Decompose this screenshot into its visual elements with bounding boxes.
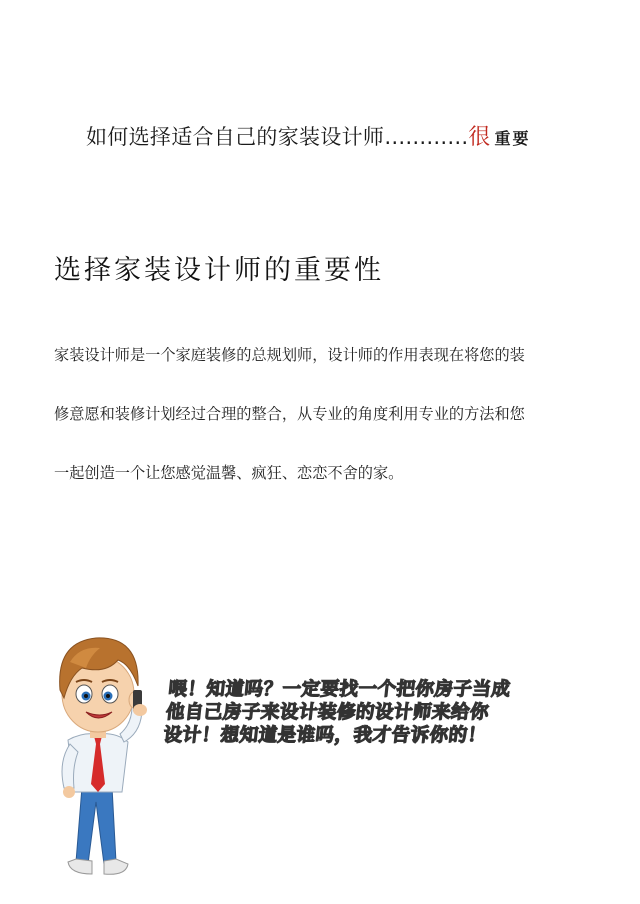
cartoon-boy-on-phone-icon bbox=[30, 612, 170, 884]
title-important: 重要 bbox=[494, 129, 531, 148]
paragraph-line: 一起创造一个让您感觉温馨、疯狂、恋恋不舍的家。 bbox=[54, 464, 404, 482]
title-emphasis: 很 bbox=[468, 125, 491, 150]
title-dots: ………… bbox=[384, 125, 469, 149]
section-heading: 选择家装设计师的重要性 bbox=[54, 255, 384, 286]
paragraph-line: 家装设计师是一个家庭装修的总规划师，设计师的作用表现在将您的装 bbox=[54, 346, 525, 364]
speech-line: 设计！想知道是谁吗，我才告诉你的！ bbox=[162, 725, 488, 746]
speech-line: 喂！知道吗？一定要找一个把你房子当成 bbox=[167, 679, 512, 700]
title-main: 如何选择适合自己的家装设计师 bbox=[86, 125, 385, 149]
speech-line: 他自己房子来设计装修的设计师来给你 bbox=[164, 702, 491, 723]
page-title bbox=[86, 120, 531, 151]
speech-text bbox=[162, 678, 609, 747]
paragraph-line: 修意愿和装修计划经过合理的整合，从专业的角度利用专业的方法和您 bbox=[54, 405, 525, 423]
intro-paragraph bbox=[54, 326, 594, 503]
